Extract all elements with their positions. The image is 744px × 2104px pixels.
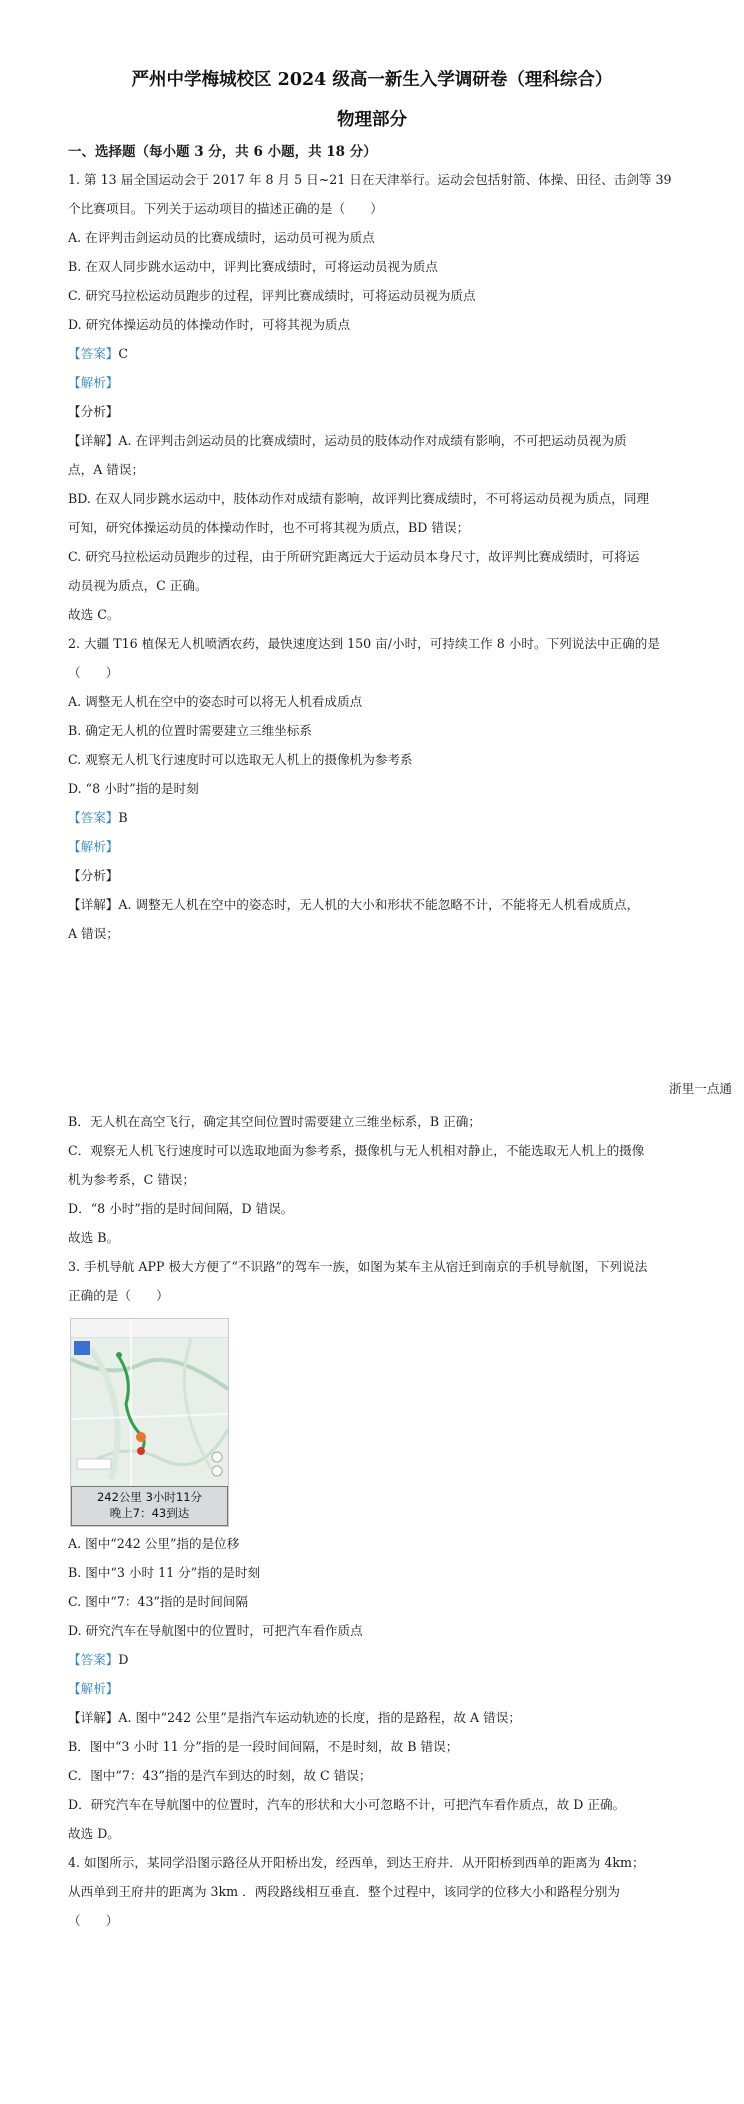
detail-tag: 【详解】: [68, 897, 119, 912]
answer-value: C: [118, 346, 129, 361]
q2-option-d: D. “8 小时”指的是时刻: [68, 781, 199, 796]
q1-option-c: C. 研究马拉松运动员跑步的过程，评判比赛成绩时，可将运动员视为质点: [68, 288, 476, 303]
page-watermark: 浙里一点通: [669, 1081, 732, 1096]
page-subtitle: 物理部分: [337, 110, 407, 130]
q1-option-a: A. 在评判击剑运动员的比赛成绩时，运动员可视为质点: [68, 230, 375, 245]
q1-detail-line4: 可知，研究体操运动员的体操动作时，也不可将其视为质点，BD 错误；: [68, 520, 470, 535]
answer-value: D: [118, 1652, 129, 1667]
q2-detail-line1: [68, 896, 639, 914]
answer-tag: 【答案】: [68, 1652, 119, 1667]
q2-answer: [68, 809, 128, 827]
q2-detail-line4: C．观察无人机飞行速度时可以选取地面为参考系，摄像机与无人机相对静止，不能选取无人机上的摄像: [68, 1143, 645, 1158]
q2-jiexi-tag: 【解析】: [68, 839, 119, 854]
q2-detail-line2: A 错误；: [68, 926, 119, 941]
q2-detail-line3: B．无人机在高空飞行，确定其空间位置时需要建立三维坐标系，B 正确；: [68, 1114, 481, 1129]
q2-stem-line1: 2. 大疆 T16 植保无人机喷洒农药，最快速度达到 150 亩/小时，可持续工作 8 小时。下列说法中正确的是: [68, 636, 660, 651]
q3-stem-line1: 3. 手机导航 APP 极大方便了“不识路”的驾车一族，如图为某车主从宿迁到南京的手机导航图，下列说法: [68, 1259, 648, 1274]
q1-detail-line5: C. 研究马拉松运动员跑步的过程，由于所研究距离远大于运动员本身尺寸，故评判比赛成绩时，可将运: [68, 549, 640, 564]
q3-answer: [68, 1651, 128, 1669]
q3-stem-line2: 正确的是（ ）: [68, 1288, 169, 1303]
detail-text: A. 图中“242 公里”是指汽车运动轨迹的长度，指的是路程，故 A 错误；: [118, 1710, 521, 1725]
page-title: 严州中学梅城校区 2024 级高一新生入学调研卷（理科综合）: [131, 70, 613, 90]
q1-option-d: D. 研究体操运动员的体操动作时，可将其视为质点: [68, 317, 351, 332]
answer-tag: 【答案】: [68, 810, 119, 825]
navigation-map-figure: [70, 1318, 229, 1527]
q4-stem-line2: 从西单到王府井的距离为 3km ．两段路线相互垂直．整个过程中，该同学的位移大小和路程分别为: [68, 1884, 620, 1899]
map-route-caption: [71, 1486, 228, 1526]
q2-stem-line2: （ ）: [68, 665, 119, 680]
q1-option-b: B. 在双人同步跳水运动中，评判比赛成绩时，可将运动员视为质点: [68, 259, 438, 274]
detail-tag: 【详解】: [68, 433, 119, 448]
q1-detail-line6: 动员视为质点，C 正确。: [68, 578, 208, 593]
q3-jiexi-tag: 【解析】: [68, 1681, 119, 1696]
q3-option-c: C. 图中“7：43”指的是时间间隔: [68, 1594, 249, 1609]
q1-answer: [68, 345, 128, 363]
detail-tag: 【详解】: [68, 1710, 119, 1725]
q3-detail-line1: [68, 1709, 521, 1727]
q1-conclusion: 故选 C。: [68, 607, 120, 622]
section-heading: 一、选择题（每小题 3 分，共 6 小题，共 18 分）: [68, 144, 377, 160]
q3-detail-line2: B．图中“3 小时 11 分”指的是一段时间间隔，不是时刻，故 B 错误；: [68, 1739, 459, 1754]
q3-option-b: B. 图中“3 小时 11 分”指的是时刻: [68, 1565, 261, 1580]
q4-stem-line1: 4. 如图所示，某同学沿图示路径从开阳桥出发，经西单，到达王府井．从开阳桥到西单的距离为 4km；: [68, 1855, 645, 1870]
detail-text: A. 在评判击剑运动员的比赛成绩时，运动员的肢体动作对成绩有影响，不可把运动员视为质: [118, 433, 627, 448]
q1-detail-line3: BD. 在双人同步跳水运动中，肢体动作对成绩有影响，故评判比赛成绩时，不可将运动员视为质点，同理: [68, 491, 650, 506]
q3-detail-line4: D．研究汽车在导航图中的位置时，汽车的形状和大小可忽略不计，可把汽车看作质点，故 D 正确。: [68, 1797, 626, 1812]
q3-option-d: D. 研究汽车在导航图中的位置时，可把汽车看作质点: [68, 1623, 363, 1638]
q3-conclusion: 故选 D。: [68, 1826, 120, 1841]
q2-option-b: B. 确定无人机的位置时需要建立三维坐标系: [68, 723, 312, 738]
q2-conclusion: 故选 B。: [68, 1230, 120, 1245]
q3-detail-line3: C．图中“7：43”指的是汽车到达的时刻，故 C 错误；: [68, 1768, 372, 1783]
answer-tag: 【答案】: [68, 346, 119, 361]
q2-detail-line6: D．“8 小时”指的是时间间隔，D 错误。: [68, 1201, 294, 1216]
detail-text: A. 调整无人机在空中的姿态时，无人机的大小和形状不能忽略不计，不能将无人机看成质点，: [118, 897, 640, 912]
q1-jiexi-tag: 【解析】: [68, 375, 119, 390]
q2-option-a: A. 调整无人机在空中的姿态时可以将无人机看成质点: [68, 694, 363, 709]
q1-detail-line1: [68, 432, 627, 450]
route-arrival: 晚上7：43到达: [109, 1506, 190, 1520]
q1-stem-line1: 1. 第 13 届全国运动会于 2017 年 8 月 5 日~21 日在天津举行。运动会包括射箭、体操、田径、击剑等 39: [68, 172, 672, 187]
q1-fenxi-tag: 【分析】: [68, 404, 119, 419]
answer-value: B: [118, 810, 128, 825]
q1-detail-line2: 点，A 错误；: [68, 462, 145, 477]
q2-option-c: C. 观察无人机飞行速度时可以选取无人机上的摄像机为参考系: [68, 752, 413, 767]
q1-stem-line2: 个比赛项目。下列关于运动项目的描述正确的是（ ）: [68, 201, 383, 216]
q2-detail-line5: 机为参考系，C 错误；: [68, 1172, 195, 1187]
route-distance-time: 242公里 3小时11分: [96, 1490, 203, 1504]
q3-option-a: A. 图中“242 公里”指的是位移: [68, 1536, 240, 1551]
q2-fenxi-tag: 【分析】: [68, 868, 119, 883]
q4-stem-line3: （ ）: [68, 1913, 119, 1928]
